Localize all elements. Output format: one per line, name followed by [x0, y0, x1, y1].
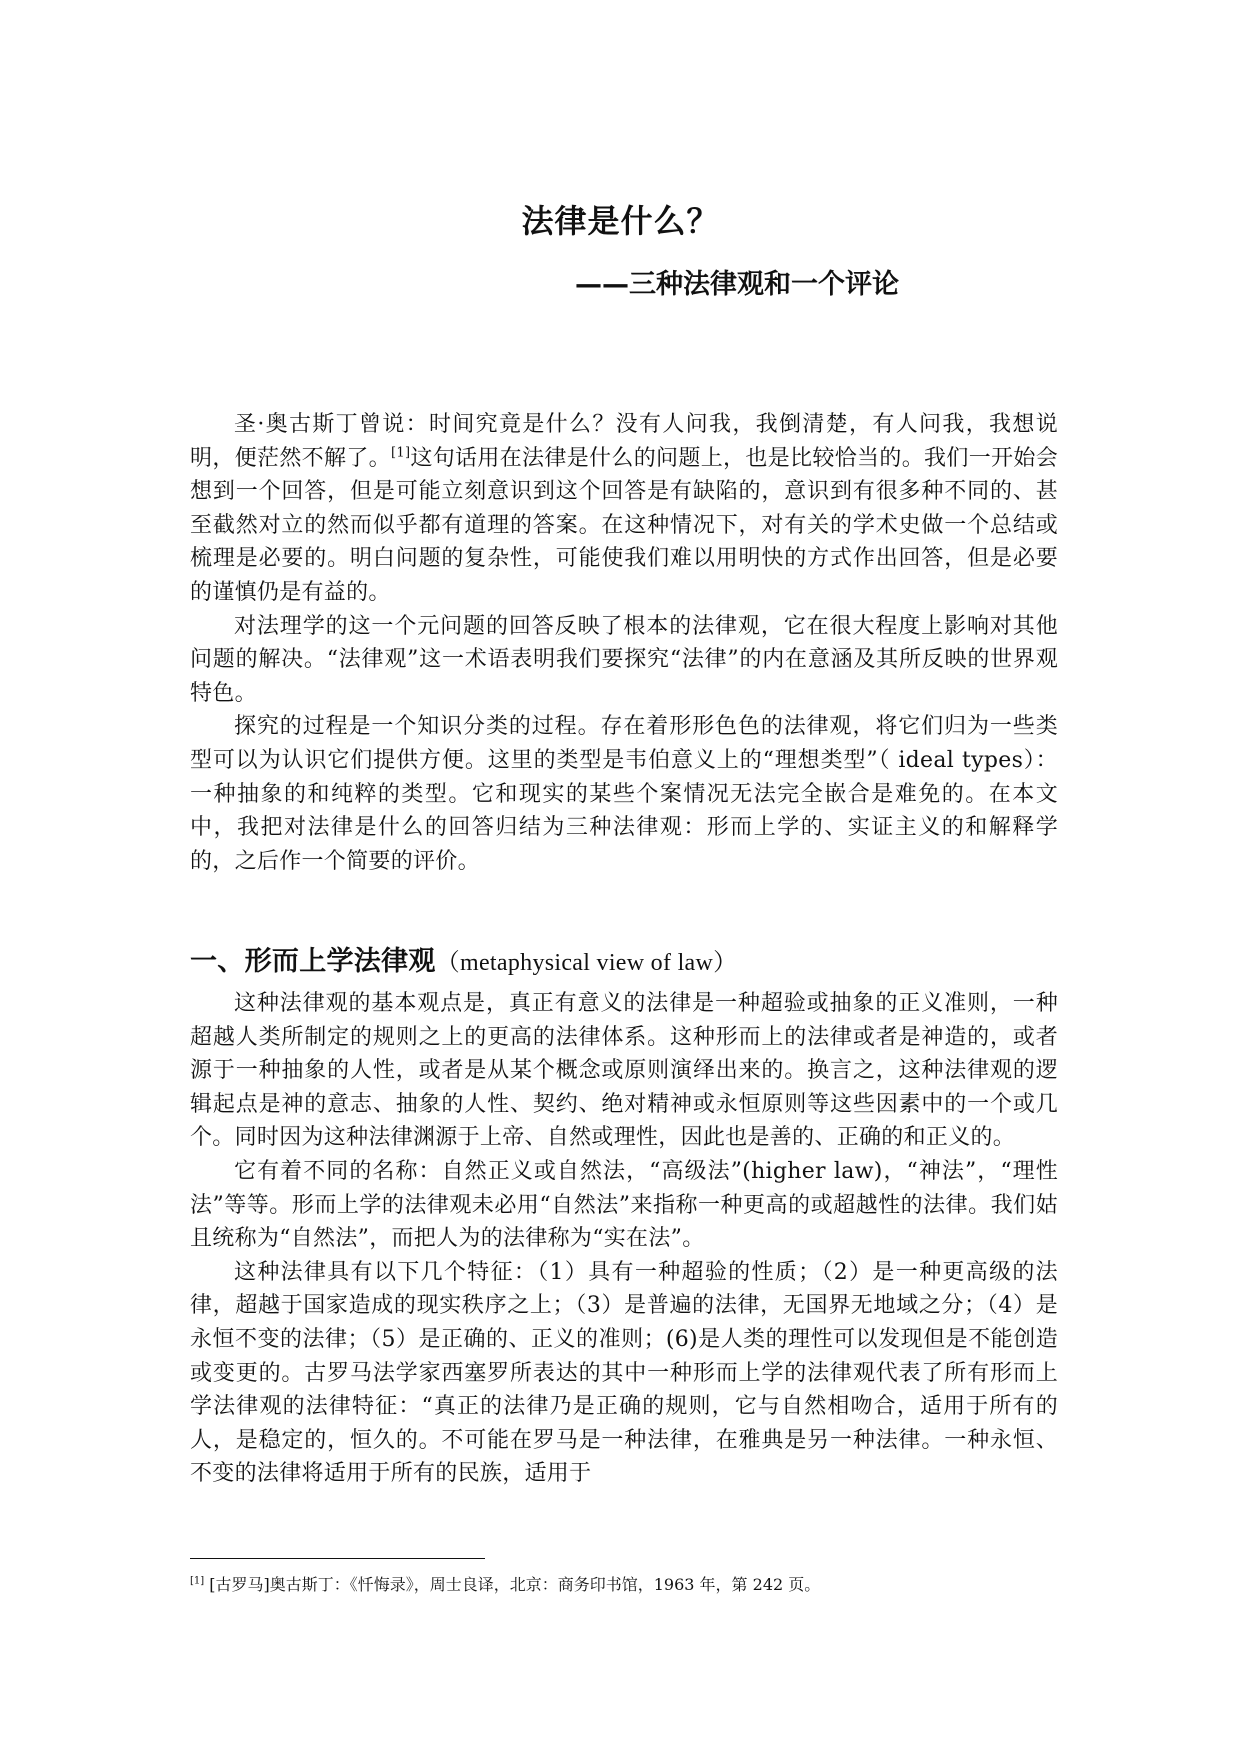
- section-heading-zh: 一、形而上学法律观: [190, 946, 436, 977]
- section-paragraph-3: 这种法律具有以下几个特征：（1）具有一种超验的性质；（2）是一种更高级的法律，超越于国家造成的现实秩序之上；（3）是普遍的法律，无国界无地域之分；（4）是永恒不变的法律；（5）是正确的、正义的准则；(6)是人类的理性可以发现但是不能创造或变更的。古罗马法学家西塞罗所表达的其中一种形而上学的法律观代表了所有形而上学法律观的法律特征：“真正的法律乃是正确的规则，它与自然相吻合，适用于所有的人，是稳定的，恒久的。不可能在罗马是一种法律，在雅典是另一种法律。一种永恒、不变的法律将适用于所有的民族，适用于: [190, 1259, 1058, 1487]
- intro-paragraph-3: 探究的过程是一个知识分类的过程。存在着形形色色的法律观，将它们归为一些类型可以为认识它们提供方便。这里的类型是韦伯意义上的“理想类型”（ ideal types）：一种抽象的和纯粹的类型。它和现实的某些个案情况无法完全嵌合是难免的。在本文中，我把对法律是什么的回答归结为三种法律观：形而上学的、实证主义的和解释学的，之后作一个简要的评价。: [190, 714, 1058, 874]
- intro-paragraph-2: 对法理学的这一个元问题的回答反映了根本的法律观，它在很大程度上影响对其他问题的解决。“法律观”这一术语表明我们要探究“法律”的内在意涵及其所反映的世界观特色。: [190, 613, 1058, 706]
- footnote: [190, 1573, 1058, 1597]
- document-subtitle: ——三种法律观和一个评论: [575, 269, 899, 300]
- intro-section: [190, 408, 1058, 878]
- section-paragraph-2: 它有着不同的名称：自然正义或自然法，“高级法”(higher law)，“神法”，“理性法”等等。形而上学的法律观未必用“自然法”来指称一种更高的或超越性的法律。我们姑且统称为“自然法”，而把人为的法律称为“实在法”。: [190, 1158, 1058, 1252]
- footnote-divider: [190, 1558, 485, 1559]
- section-metaphysical: [190, 942, 1058, 1491]
- section-paragraph-1: 这种法律观的基本观点是，真正有意义的法律是一种超验或抽象的正义准则，一种超越人类所制定的规则之上的更高的法律体系。这种形而上的法律或者是神造的，或者源于一种抽象的人性，或者是从某个概念或原则演绎出来的。换言之，这种法律观的逻辑起点是神的意志、抽象的人性、契约、绝对精神或永恒原则等这些因素中的一个或几个。同时因为这种法律渊源于上帝、自然或理性，因此也是善的、正确的和正义的。: [190, 991, 1058, 1151]
- footnote-reference[interactable]: [1]: [391, 445, 411, 461]
- intro-paragraph-1-text-a: 圣·奥古斯丁曾说：时间究竟是什么？没有人问我，我倒清楚，有人问我，我想说明，便茫然不解了。: [190, 412, 1058, 471]
- document-title: 法律是什么？: [521, 202, 720, 240]
- intro-paragraph-1: [190, 408, 1058, 610]
- footnote-marker: [1]: [190, 1575, 205, 1587]
- section-heading: [190, 942, 1058, 983]
- footnote-text: [古罗马]奥古斯丁：《忏悔录》，周士良译，北京：商务印书馆，1963 年，第 242 页。: [204, 1575, 821, 1594]
- intro-paragraph-1-text-b: 这句话用在法律是什么的问题上，也是比较恰当的。我们一开始会想到一个回答，但是可能立刻意识到这个回答是有缺陷的，意识到有很多种不同的、甚至截然对立的然而似乎都有道理的答案。在这种情况下，对有关的学术史做一个总结或梳理是必要的。明白问题的复杂性，可能使我们难以用明快的方式作出回答，但是必要的谨慎仍是有益的。: [190, 445, 1059, 605]
- section-heading-en: （metaphysical view of law）: [435, 950, 738, 976]
